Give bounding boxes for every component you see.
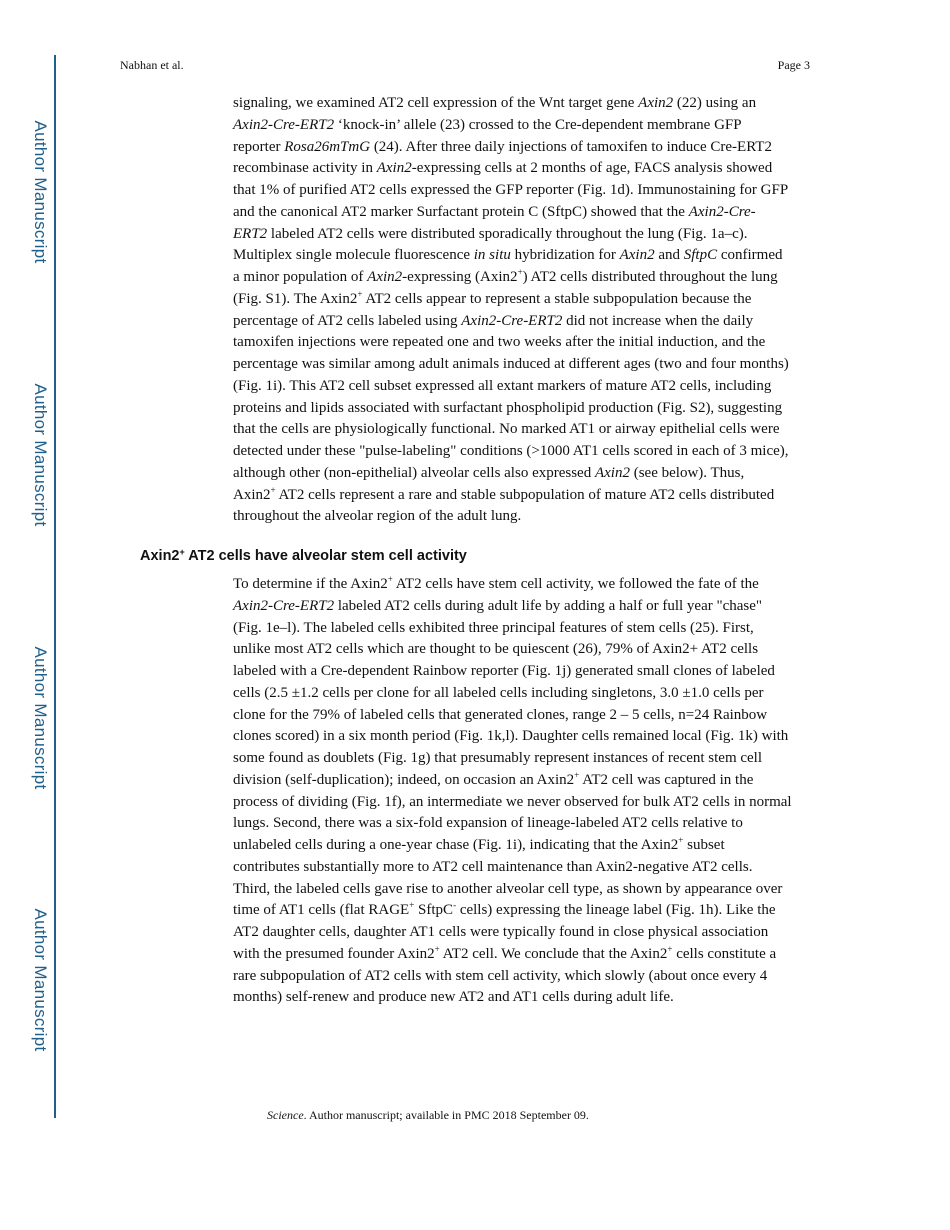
- italic-term: ERT2: [233, 225, 268, 242]
- text-line: [233, 922, 833, 944]
- text-run: lungs. Second, there was a six-fold expansion of lineage-labeled AT2 cells relative to: [233, 815, 743, 832]
- text-run: unlabeled cells during a one-year chase (Fig. 1i), indicating that the Axin2: [233, 837, 679, 853]
- text-line: [233, 93, 833, 115]
- superscript: +: [667, 943, 673, 954]
- author-manuscript-text: Author Manuscript: [31, 120, 50, 264]
- text-run: AT2 daughter cells, daughter AT1 cells were typically found in close physical association: [233, 924, 769, 940]
- text-run: that 1% of purified AT2 cells expressed the GFP reporter (Fig. 1d). Immunostaining for GFP: [233, 182, 789, 198]
- text-run: process of dividing (Fig. 1f), an intermediate we never observed for bulk AT2 cells in normal: [233, 793, 792, 810]
- italic-term: Axin2-Cre-ERT2: [233, 597, 335, 614]
- text-run: labeled AT2 cells were distributed sporadically throughout the lung (Fig. 1a–c).: [267, 225, 748, 242]
- text-run: AT2 cell. We conclude that the Axin2: [439, 945, 668, 962]
- text-run: percentage was similar among adult animals induced at different ages (two and four months): [233, 356, 789, 372]
- footer-citation: [267, 1108, 589, 1123]
- body-paragraph-2: [233, 574, 833, 1009]
- text-line: [233, 705, 833, 727]
- author-manuscript-text: Author Manuscript: [31, 383, 50, 527]
- superscript: +: [387, 574, 393, 584]
- text-run: throughout the alveolar region of the adult lung.: [233, 508, 522, 525]
- text-run: hybridization for: [510, 247, 620, 264]
- italic-term: Axin2: [619, 247, 655, 264]
- text-line: [233, 267, 833, 289]
- text-run: unlike most AT2 cells which are thought to be quiescent (26), 79% of Axin2+ AT2 cells: [233, 641, 759, 658]
- text-run: proteins and lipids associated with surfactant phospholipid production (Fig. S2), suggesting: [233, 399, 783, 416]
- italic-term: Axin2: [376, 160, 412, 177]
- text-run: AT2 cells have alveolar stem cell activity: [184, 548, 467, 564]
- running-header-author: Nabhan et al.: [120, 58, 184, 72]
- italic-term: in situ: [473, 247, 511, 264]
- text-run: cells) expressing the lineage label (Fig. 1h). Like the: [456, 902, 776, 919]
- text-run: AT2 cells have stem cell activity, we followed the fate of the: [392, 576, 759, 592]
- text-run: clones scored) in a six month period (Fig. 1k,l). Daughter cells remained local (Fig. 1k) with: [233, 728, 789, 745]
- text-line: [233, 792, 833, 814]
- superscript: +: [574, 769, 580, 780]
- text-run: To determine if the Axin2: [233, 576, 388, 592]
- text-line: [233, 661, 833, 683]
- text-run: that the cells are physiologically functional. No marked AT1 or airway epithelial cells were: [233, 421, 780, 438]
- text-run: clone for the 79% of labeled cells that generated clones, range 2 – 5 cells, n=24 Rainbow: [233, 706, 768, 723]
- text-line: [233, 857, 833, 879]
- superscript: +: [517, 267, 523, 277]
- text-line: [233, 115, 833, 137]
- text-line: [233, 770, 833, 792]
- text-line: [233, 398, 833, 420]
- text-run: -expressing (Axin2: [402, 269, 518, 285]
- text-line: [233, 813, 833, 835]
- text-line: [233, 506, 833, 528]
- text-run: (see below). Thus,: [629, 464, 745, 481]
- text-run: (Fig. 1e–l). The labeled cells exhibited three principal features of stem cells (25). First,: [233, 619, 754, 636]
- text-run: a minor population of: [233, 269, 368, 285]
- text-line: [233, 202, 833, 224]
- text-line: [233, 332, 833, 354]
- text-run: AT2 cells appear to represent a stable subpopulation because the: [362, 290, 752, 307]
- text-run: subset: [683, 837, 725, 853]
- section-heading: [140, 548, 467, 564]
- text-run: ‘knock-in’ allele (23) crossed to the Cre-dependent membrane GFP: [334, 116, 742, 133]
- text-run: tamoxifen injections were repeated one and two weeks after the initial induction, and the: [233, 334, 766, 351]
- text-run: detected under these "pulse-labeling" conditions (>1000 AT1 cells scored in each of 3 mice),: [233, 443, 789, 459]
- text-run: SftpC: [414, 902, 454, 919]
- text-line: [233, 224, 833, 246]
- text-run: and the canonical AT2 marker Surfactant protein C (SftpC) showed that the: [233, 203, 689, 220]
- text-run: (22) using an: [673, 95, 757, 111]
- text-run: reporter: [233, 138, 285, 155]
- text-line: [233, 441, 833, 463]
- text-run: (Fig. S1). The Axin2: [233, 290, 358, 307]
- text-line: [233, 311, 833, 333]
- text-line: [233, 354, 833, 376]
- superscript: +: [270, 484, 276, 495]
- text-line: [233, 835, 833, 857]
- superscript: +: [678, 835, 684, 845]
- text-run: did not increase when the daily: [562, 312, 754, 329]
- text-line: [233, 639, 833, 661]
- text-line: [233, 574, 833, 596]
- text-line: [233, 485, 833, 507]
- superscript: +: [409, 900, 415, 911]
- italic-term: Axin2-Cre-ERT2: [233, 116, 335, 133]
- text-line: [233, 463, 833, 485]
- text-run: ) AT2 cells distributed throughout the lung: [522, 269, 778, 285]
- text-run: percentage of AT2 cells labeled using: [233, 312, 462, 329]
- text-line: [233, 944, 833, 966]
- text-run: Multiplex single molecule fluorescence: [233, 247, 474, 264]
- text-run: time of AT1 cells (flat RAGE: [233, 902, 410, 919]
- text-line: [233, 180, 833, 202]
- page-number: Page 3: [777, 58, 810, 72]
- text-run: (24). After three daily injections of tamoxifen to induce Cre-ERT2: [370, 138, 772, 155]
- text-run: labeled AT2 cells during adult life by adding a half or full year "chase": [334, 597, 763, 614]
- superscript: +: [434, 943, 440, 954]
- text-line: [233, 618, 833, 640]
- text-run: signaling, we examined AT2 cell expression of the Wnt target gene: [233, 95, 639, 111]
- italic-term: Axin2: [367, 269, 403, 285]
- author-manuscript-text: Author Manuscript: [31, 908, 50, 1052]
- text-line: [233, 726, 833, 748]
- text-run: although other (non-epithelial) alveolar cells also expressed: [233, 464, 595, 481]
- italic-term: Axin2: [638, 95, 674, 111]
- superscript: +: [179, 547, 185, 557]
- text-run: Third, the labeled cells gave rise to another alveolar cell type, as shown by appearance over: [233, 880, 783, 897]
- text-line: [233, 683, 833, 705]
- text-run: AT2 cells represent a rare and stable subpopulation of mature AT2 cells distributed: [275, 486, 775, 503]
- text-run: rare subpopulation of AT2 cells with stem cell activity, which slowly (about once every 4: [233, 967, 768, 984]
- text-line: [233, 137, 833, 159]
- text-line: [233, 376, 833, 398]
- text-run: recombinase activity in: [233, 160, 377, 177]
- text-run: cells constitute a: [672, 945, 777, 962]
- text-run: division (self-duplication); indeed, on occasion an Axin2: [233, 771, 575, 788]
- text-run: -expressing cells at 2 months of age, FACS analysis showed: [411, 160, 773, 177]
- text-run: (Fig. 1i). This AT2 cell subset expressed all extant markers of mature AT2 cells, including: [233, 377, 772, 394]
- text-line: [233, 879, 833, 901]
- text-line: [233, 748, 833, 770]
- text-line: [233, 987, 833, 1009]
- text-run: with the presumed founder Axin2: [233, 945, 435, 962]
- italic-term: Axin2-Cre-: [688, 203, 756, 220]
- italic-term: SftpC: [683, 247, 718, 264]
- text-line: [233, 419, 833, 441]
- text-run: Axin2: [233, 486, 271, 503]
- text-line: [233, 158, 833, 180]
- text-run: confirmed: [717, 247, 783, 264]
- superscript: -: [453, 900, 457, 911]
- text-run: and: [654, 247, 684, 264]
- body-paragraph-1: [233, 93, 833, 528]
- text-run: contributes substantially more to AT2 cell maintenance than Axin2-negative AT2 cells.: [233, 858, 753, 875]
- text-run: Axin2: [140, 548, 180, 564]
- text-line: [233, 900, 833, 922]
- text-line: [233, 289, 833, 311]
- text-line: [233, 596, 833, 618]
- italic-term: Axin2-Cre-ERT2: [461, 312, 563, 329]
- text-line: [233, 245, 833, 267]
- italic-term: Rosa26mTmG: [284, 138, 371, 155]
- journal-name: Science: [267, 1108, 304, 1122]
- superscript: +: [357, 288, 363, 299]
- footer-text: . Author manuscript; available in PMC 2018 September 09.: [303, 1108, 589, 1122]
- text-run: labeled with a Cre-dependent Rainbow reporter (Fig. 1j) generated small clones of labeled: [233, 663, 775, 679]
- author-manuscript-text: Author Manuscript: [31, 646, 50, 790]
- text-run: AT2 cell was captured in the: [579, 771, 754, 788]
- text-line: [233, 966, 833, 988]
- text-run: months) self-renew and produce new AT2 and AT1 cells during adult life.: [233, 989, 674, 1006]
- text-run: some found as doublets (Fig. 1g) that presumably represent instances of recent stem cell: [233, 750, 763, 766]
- text-run: cells (2.5 ±1.2 cells per clone for all labeled cells including singletons, 3.0 ±1.0 cells per: [233, 684, 764, 701]
- italic-term: Axin2: [594, 464, 630, 481]
- sidebar-divider: [54, 55, 56, 1118]
